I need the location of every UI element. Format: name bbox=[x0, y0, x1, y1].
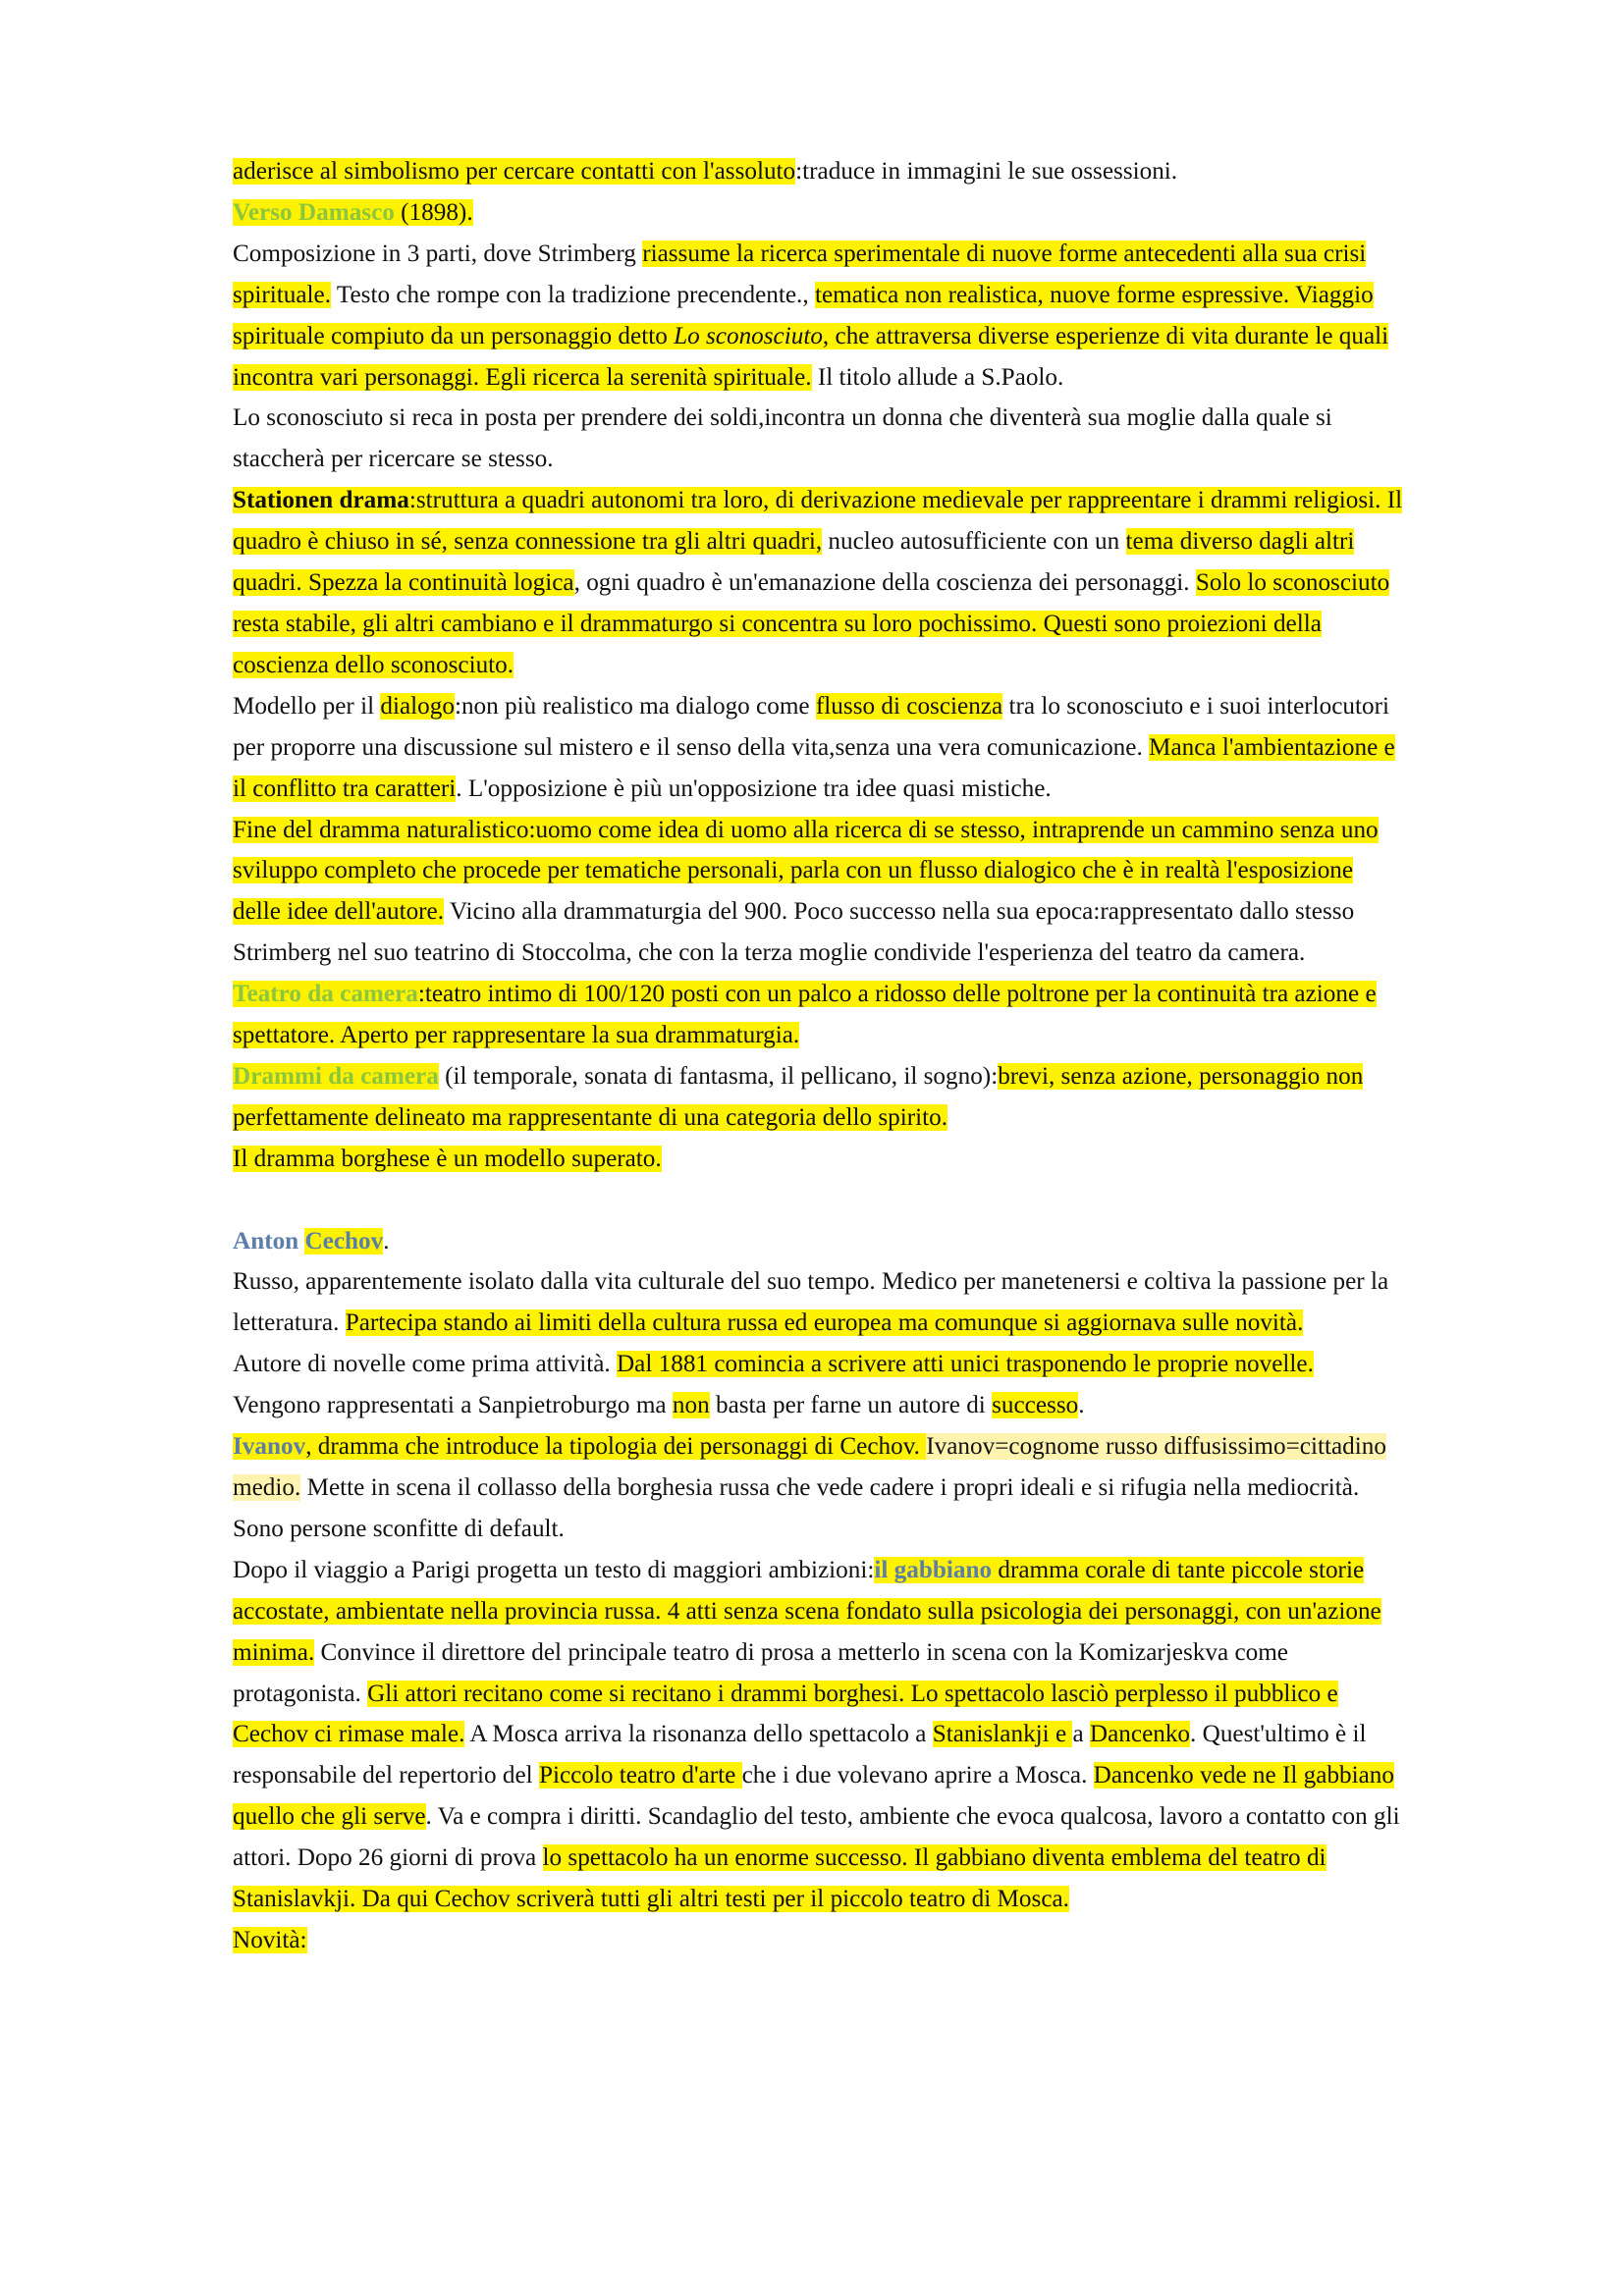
heading-term: Drammi da camera bbox=[233, 1062, 439, 1090]
text-run: Autore di novelle come prima attività. bbox=[233, 1351, 617, 1378]
text-run: Solo lo sconosciuto resta stabile, gli altri cambiano e il drammaturgo si concentra su loro pochissimo. Questi sono proiezioni della coscienza dello sconosciuto. bbox=[233, 569, 1390, 678]
paragraph bbox=[233, 1920, 1403, 1961]
text-run: Russo, apparentemente isolato dalla vita culturale del suo tempo. Medico per manetenersi e coltiva la passione per la letteratura. bbox=[233, 1268, 1389, 1337]
text-run: Lo sconosciuto bbox=[674, 322, 823, 349]
paragraph bbox=[233, 1056, 1403, 1139]
blank-line bbox=[233, 1180, 1403, 1221]
heading-term: Ivanov bbox=[233, 1433, 306, 1461]
text-run: Modello per il bbox=[233, 692, 381, 720]
text-run: Dancenko vede ne Il gabbiano quello che gli serve bbox=[233, 1762, 1394, 1831]
paragraph bbox=[233, 686, 1403, 810]
text-run: , dramma che introduce la tipologia dei personaggi di Cechov. bbox=[305, 1433, 927, 1461]
text-run: lo spettacolo ha un enorme successo. Il gabbiano diventa emblema del teatro di Stanislavkji. Da qui Cechov scriverà tutti gli altri testi per il piccolo teatro di Mosca. bbox=[233, 1844, 1326, 1913]
text-run: . Quest'ultimo è il responsabile del repertorio del bbox=[233, 1721, 1367, 1789]
text-run: flusso di coscienza bbox=[815, 692, 1003, 720]
text-run: Partecipa stando ai limiti della cultura russa ed europea ma comunque si aggiornava sulle novità. bbox=[345, 1309, 1304, 1337]
text-run: :non più realistico ma dialogo come bbox=[454, 692, 816, 720]
text-run: tema diverso dagli altri quadri. Spezza la continuità logica bbox=[233, 528, 1355, 597]
text-run: , che attraversa diverse esperienze di vita durante le quali incontra vari personaggi. Egli ricerca la serenità spirituale. bbox=[233, 322, 1389, 391]
text-run: Il titolo allude a S.Paolo. bbox=[811, 363, 1064, 391]
text-run: Dancenko bbox=[1089, 1721, 1191, 1748]
text-run: :traduce in immagini le sue ossessioni. bbox=[795, 158, 1178, 185]
text-run: :teatro intimo di 100/120 posti con un palco a ridosso delle poltrone per la continuità tra azione e spettatore. Aperto per rappresentare la sua drammaturgia. bbox=[233, 981, 1377, 1049]
text-run: tra lo sconosciuto e i suoi interlocutori per proporre una discussione sul mistero e il senso della vita,senza una vera comunicazione. bbox=[233, 692, 1389, 761]
text-run: Lo sconosciuto si reca in posta per prendere dei soldi,incontra un donna che diventerà sua moglie dalla quale si staccherà per ricercare se stesso. bbox=[233, 404, 1332, 473]
text-run: Gli attori recitano come si recitano i drammi borghesi. Lo spettacolo lasciò perplesso il pubblico e Cechov ci rimase male. bbox=[233, 1680, 1338, 1748]
text-run: che i due volevano aprire a Mosca. bbox=[741, 1762, 1094, 1789]
text-run: non bbox=[672, 1392, 710, 1419]
text-run: a bbox=[1072, 1721, 1090, 1748]
text-run: Il dramma borghese è un modello superato. bbox=[233, 1145, 662, 1172]
text-run: Dal 1881 comincia a scrivere atti unici trasponendo le proprie novelle. bbox=[616, 1351, 1314, 1378]
text-run: Novità: bbox=[233, 1926, 307, 1953]
text-run: Testo che rompe con la tradizione precendente., bbox=[331, 281, 815, 308]
paragraph bbox=[233, 810, 1403, 975]
text-run: Stanislankji e bbox=[932, 1721, 1073, 1748]
text-run: Mette in scena il collasso della borghesia russa che vede cadere i propri ideali e si rifugia nella mediocrità. Sono persone sconfitte di default. bbox=[233, 1473, 1360, 1542]
text-run: Composizione in 3 parti, dove Strimberg bbox=[233, 240, 643, 267]
paragraph bbox=[233, 1261, 1403, 1344]
text-run: dialogo bbox=[380, 692, 455, 720]
text-run: nucleo autosufficiente con un bbox=[822, 528, 1126, 556]
paragraph bbox=[233, 480, 1403, 686]
text-run: tematica non realistica, nuove forme espressive. Viaggio spirituale compiuto da un personaggio detto bbox=[233, 281, 1374, 349]
text-run: (1898). bbox=[394, 198, 473, 226]
text-run: riassume la ricerca sperimentale di nuove forme antecedenti alla sua crisi spirituale. bbox=[233, 240, 1367, 308]
text-run: Manca l'ambientazione e il conflitto tra caratteri bbox=[233, 733, 1395, 802]
paragraph bbox=[233, 1221, 1403, 1262]
heading-term: Teatro da camera bbox=[233, 981, 418, 1008]
text-run: Vengono rappresentati a Sanpietroburgo ma bbox=[233, 1392, 673, 1419]
paragraph bbox=[233, 1139, 1403, 1180]
text-run: Vicino alla drammaturgia del 900. Poco successo nella sua epoca:rappresentato dallo stesso Strimberg nel suo teatrino di Stoccolma, che con la terza moglie condivide l'esperienza del teatro da camera. bbox=[233, 898, 1355, 967]
text-run: Ivanov=cognome russo diffusissimo=cittadino medio. bbox=[233, 1433, 1386, 1501]
paragraph bbox=[233, 1344, 1403, 1426]
text-run: Piccolo teatro d'arte bbox=[538, 1762, 742, 1789]
text-run: Dopo il viaggio a Parigi progetta un testo di maggiori ambizioni: bbox=[233, 1556, 875, 1583]
document-body bbox=[233, 151, 1403, 1961]
text-run: aderisce al simbolismo per cercare contatti con l'assoluto bbox=[233, 158, 796, 185]
text-run: Convince il direttore del principale teatro di prosa a metterlo in scena con la Komizarjeskva come protagonista. bbox=[233, 1638, 1288, 1707]
paragraph bbox=[233, 974, 1403, 1056]
text-run: basta per farne un autore di bbox=[709, 1392, 993, 1419]
text-run: . bbox=[383, 1227, 390, 1255]
text-run: (il temporale, sonata di fantasma, il pellicano, il sogno): bbox=[438, 1062, 999, 1090]
text-run: :struttura a quadri autonomi tra loro, di derivazione medievale per rappreentare i drammi religiosi. Il quadro è chiuso in sé, senza connessione tra gli altri quadri, bbox=[233, 487, 1403, 556]
paragraph bbox=[233, 192, 1403, 234]
text-run: . Va e compra i diritti. Scandaglio del testo, ambiente che evoca qualcosa, lavoro a contatto con gli attori. Dopo 26 giorni di prova bbox=[233, 1803, 1400, 1872]
text-run: dramma corale di tante piccole storie accostate, ambientate nella provincia russa. 4 atti senza scena fondato sulla psicologia dei personaggi, con un'azione minima. bbox=[233, 1556, 1381, 1666]
heading-term: Cechov bbox=[304, 1227, 384, 1255]
paragraph bbox=[233, 234, 1403, 399]
text-run: A Mosca arriva la risonanza dello spettacolo a bbox=[464, 1721, 933, 1748]
text-run: successo bbox=[992, 1392, 1079, 1419]
text-run: , ogni quadro è un'emanazione della coscienza dei personaggi. bbox=[573, 569, 1196, 597]
text-run: . L'opposizione è più un'opposizione tra idee quasi mistiche. bbox=[456, 774, 1052, 802]
text-run: Stationen drama bbox=[233, 487, 409, 514]
paragraph bbox=[233, 151, 1403, 192]
heading-term: il bbox=[874, 1556, 894, 1583]
paragraph bbox=[233, 1426, 1403, 1550]
text-run: brevi, senza azione, personaggio non perfettamente delineato ma rappresentante di una categoria dello spirito. bbox=[233, 1062, 1364, 1131]
heading-term: Anton bbox=[233, 1227, 299, 1255]
text-run: . bbox=[1078, 1392, 1085, 1419]
paragraph bbox=[233, 1550, 1403, 1920]
text-run: Fine del dramma naturalistico:uomo come idea di uomo alla ricerca di se stesso, intraprende un cammino senza uno sviluppo completo che procede per tematiche personali, parla con un flusso dialogico che è in realtà l'esposizione delle idee dell'autore. bbox=[233, 816, 1379, 926]
heading-term: Verso Damasco bbox=[233, 198, 395, 226]
heading-term: gabbiano bbox=[893, 1556, 993, 1583]
paragraph bbox=[233, 398, 1403, 480]
